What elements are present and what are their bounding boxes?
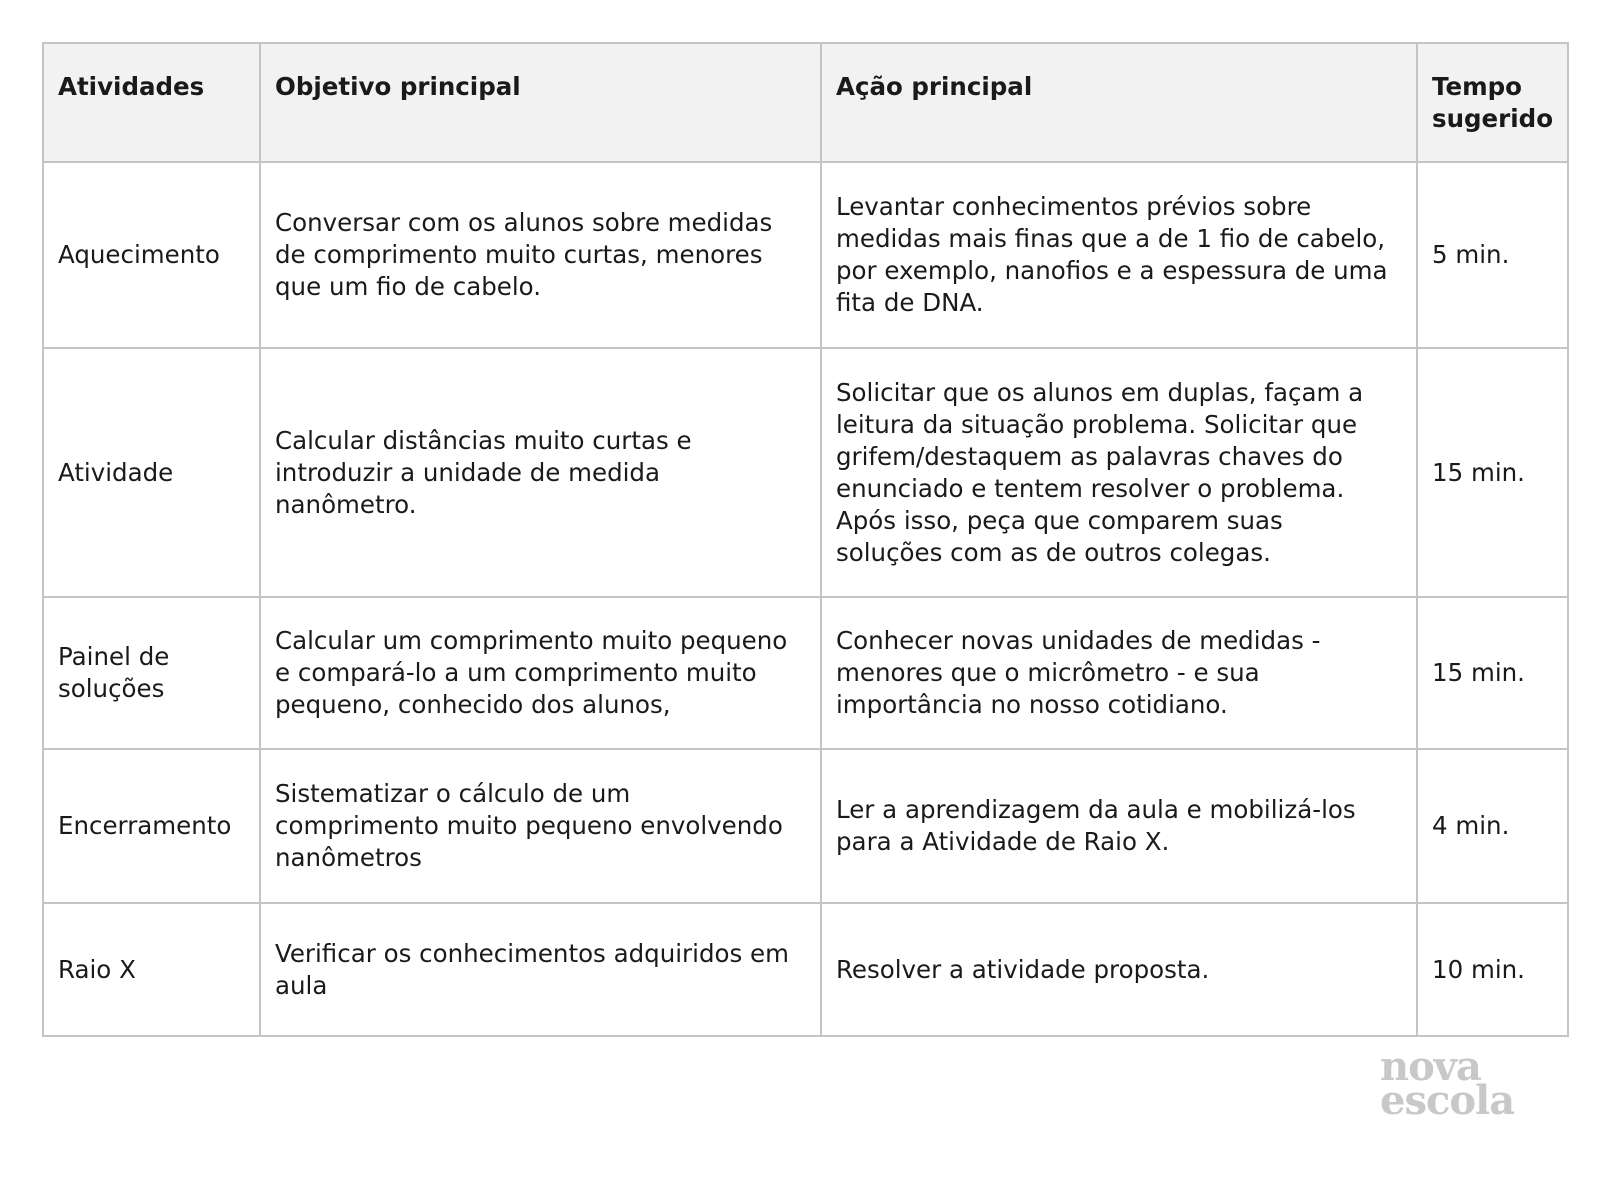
cell-tempo: 10 min. — [1417, 903, 1568, 1036]
header-tempo-sugerido: Tempo sugerido — [1417, 43, 1568, 162]
cell-atividade: Aquecimento — [43, 162, 260, 348]
cell-objetivo: Calcular um comprimento muito pequeno e compará-lo a um comprimento muito pequeno, conhecido dos alunos, — [260, 597, 821, 749]
table-row — [43, 348, 1568, 597]
cell-objetivo: Conversar com os alunos sobre medidas de comprimento muito curtas, menores que um fio de cabelo. — [260, 162, 821, 348]
lesson-plan-table — [42, 42, 1569, 1037]
cell-tempo: 5 min. — [1417, 162, 1568, 348]
header-acao-principal: Ação principal — [821, 43, 1417, 162]
cell-atividade: Raio X — [43, 903, 260, 1036]
cell-acao: Solicitar que os alunos em duplas, façam a leitura da situação problema. Solicitar que grifem/destaquem as palavras chaves do enunciado e tentem resolver o problema. Após isso, peça que comparem suas soluções com as de outros colegas. — [821, 348, 1417, 597]
table-row — [43, 749, 1568, 903]
cell-tempo: 15 min. — [1417, 597, 1568, 749]
cell-tempo: 4 min. — [1417, 749, 1568, 903]
table-header — [43, 43, 1568, 162]
cell-atividade: Atividade — [43, 348, 260, 597]
cell-objetivo: Verificar os conhecimentos adquiridos em aula — [260, 903, 821, 1036]
table-body — [43, 162, 1568, 1036]
cell-acao: Resolver a atividade proposta. — [821, 903, 1417, 1036]
header-row — [43, 43, 1568, 162]
table-row — [43, 903, 1568, 1036]
cell-objetivo: Sistematizar o cálculo de um comprimento muito pequeno envolvendo nanômetros — [260, 749, 821, 903]
header-objetivo-principal: Objetivo principal — [260, 43, 821, 162]
cell-tempo: 15 min. — [1417, 348, 1568, 597]
table-row — [43, 597, 1568, 749]
table-row — [43, 162, 1568, 348]
cell-acao: Levantar conhecimentos prévios sobre medidas mais finas que a de 1 fio de cabelo, por exemplo, nanofios e a espessura de uma fita de DNA. — [821, 162, 1417, 348]
cell-atividade: Painel de soluções — [43, 597, 260, 749]
cell-objetivo: Calcular distâncias muito curtas e introduzir a unidade de medida nanômetro. — [260, 348, 821, 597]
cell-atividade: Encerramento — [43, 749, 260, 903]
cell-acao: Conhecer novas unidades de medidas - menores que o micrômetro - e sua importância no nosso cotidiano. — [821, 597, 1417, 749]
logo-line-escola: escola — [1380, 1077, 1515, 1124]
cell-acao: Ler a aprendizagem da aula e mobilizá-los para a Atividade de Raio X. — [821, 749, 1417, 903]
logo-line-nova: nova — [1380, 1043, 1481, 1090]
nova-escola-logo — [1380, 1043, 1530, 1124]
header-atividades: Atividades — [43, 43, 260, 162]
